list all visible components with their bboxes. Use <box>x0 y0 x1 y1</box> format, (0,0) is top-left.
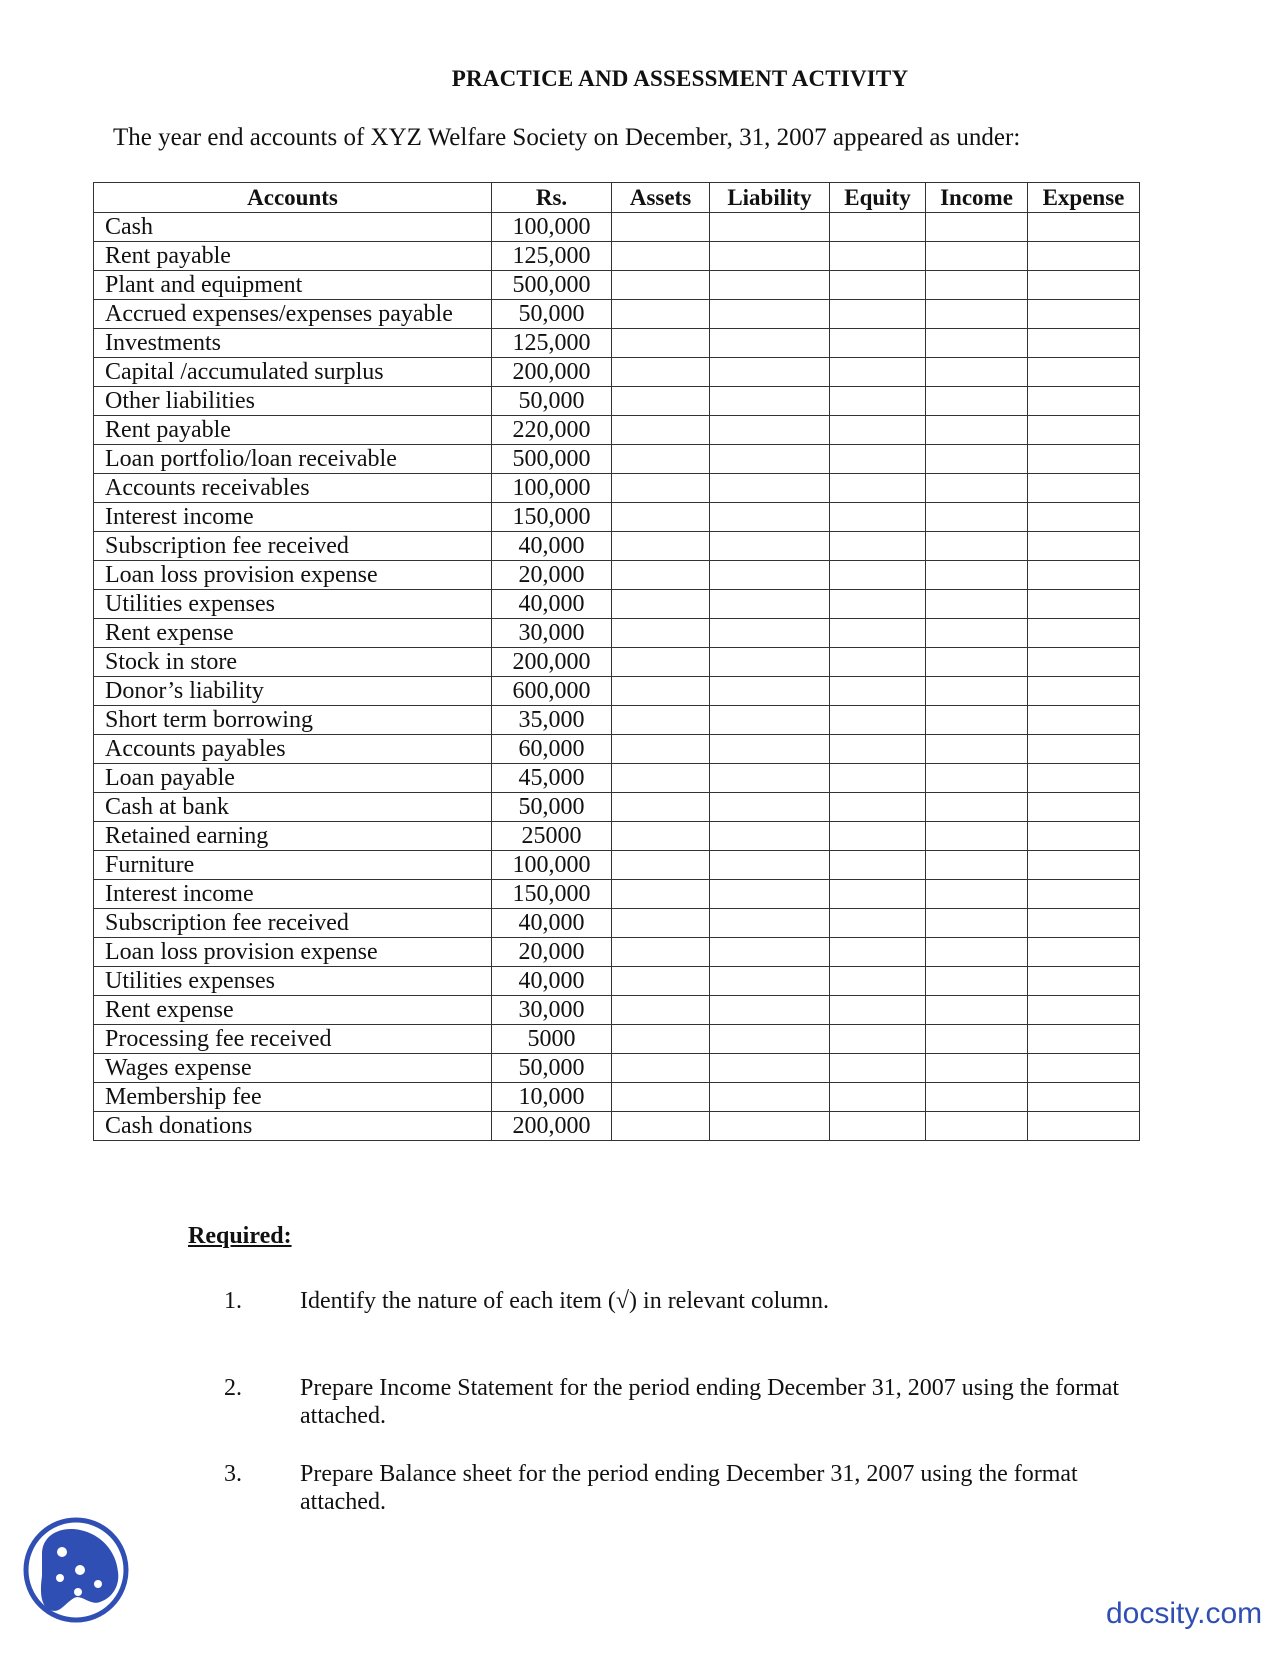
amount-cell: 220,000 <box>492 416 612 445</box>
expense-check-cell[interactable] <box>1028 1083 1140 1112</box>
table-row <box>94 764 1140 793</box>
income-check-cell[interactable] <box>926 358 1028 387</box>
liability-check-cell[interactable] <box>710 1083 830 1112</box>
income-check-cell[interactable] <box>926 706 1028 735</box>
liability-check-cell[interactable] <box>710 677 830 706</box>
amount-cell: 40,000 <box>492 909 612 938</box>
assets-check-cell[interactable] <box>612 996 710 1025</box>
amount-cell: 40,000 <box>492 967 612 996</box>
equity-check-cell[interactable] <box>830 445 926 474</box>
assets-check-cell[interactable] <box>612 1025 710 1054</box>
income-check-cell[interactable] <box>926 793 1028 822</box>
account-name-cell: Subscription fee received <box>94 532 492 561</box>
assets-check-cell[interactable] <box>612 648 710 677</box>
account-name-cell: Other liabilities <box>94 387 492 416</box>
liability-check-cell[interactable] <box>710 358 830 387</box>
page-title: PRACTICE AND ASSESSMENT ACTIVITY <box>451 66 909 91</box>
amount-cell: 30,000 <box>492 996 612 1025</box>
income-check-cell[interactable] <box>926 1112 1028 1141</box>
account-name-cell: Rent payable <box>94 416 492 445</box>
table-row <box>94 387 1140 416</box>
income-check-cell[interactable] <box>926 764 1028 793</box>
income-check-cell[interactable] <box>926 242 1028 271</box>
table-row <box>94 677 1140 706</box>
expense-check-cell[interactable] <box>1028 358 1140 387</box>
assets-check-cell[interactable] <box>612 619 710 648</box>
income-check-cell[interactable] <box>926 735 1028 764</box>
expense-check-cell[interactable] <box>1028 619 1140 648</box>
table-row <box>94 880 1140 909</box>
equity-check-cell[interactable] <box>830 619 926 648</box>
account-name-cell: Processing fee received <box>94 1025 492 1054</box>
expense-check-cell[interactable] <box>1028 242 1140 271</box>
amount-cell: 100,000 <box>492 213 612 242</box>
liability-check-cell[interactable] <box>710 938 830 967</box>
income-check-cell[interactable] <box>926 474 1028 503</box>
assets-check-cell[interactable] <box>612 590 710 619</box>
assets-check-cell[interactable] <box>612 1083 710 1112</box>
expense-check-cell[interactable] <box>1028 764 1140 793</box>
amount-cell: 50,000 <box>492 300 612 329</box>
income-check-cell[interactable] <box>926 1054 1028 1083</box>
account-name-cell: Stock in store <box>94 648 492 677</box>
header-income: Income <box>926 183 1028 213</box>
liability-check-cell[interactable] <box>710 503 830 532</box>
amount-cell: 500,000 <box>492 271 612 300</box>
account-name-cell: Rent payable <box>94 242 492 271</box>
expense-check-cell[interactable] <box>1028 532 1140 561</box>
liability-check-cell[interactable] <box>710 967 830 996</box>
liability-check-cell[interactable] <box>710 532 830 561</box>
account-name-cell: Interest income <box>94 503 492 532</box>
liability-check-cell[interactable] <box>710 1025 830 1054</box>
assets-check-cell[interactable] <box>612 387 710 416</box>
assets-check-cell[interactable] <box>612 445 710 474</box>
expense-check-cell[interactable] <box>1028 590 1140 619</box>
table-row <box>94 822 1140 851</box>
assets-check-cell[interactable] <box>612 561 710 590</box>
amount-cell: 40,000 <box>492 532 612 561</box>
equity-check-cell[interactable] <box>830 938 926 967</box>
income-check-cell[interactable] <box>926 1025 1028 1054</box>
table-row <box>94 416 1140 445</box>
equity-check-cell[interactable] <box>830 967 926 996</box>
table-row <box>94 561 1140 590</box>
amount-cell: 45,000 <box>492 764 612 793</box>
amount-cell: 500,000 <box>492 445 612 474</box>
income-check-cell[interactable] <box>926 387 1028 416</box>
table-body <box>94 213 1140 1141</box>
assets-check-cell[interactable] <box>612 271 710 300</box>
assets-check-cell[interactable] <box>612 300 710 329</box>
assets-check-cell[interactable] <box>612 358 710 387</box>
income-check-cell[interactable] <box>926 1083 1028 1112</box>
account-name-cell: Loan portfolio/loan receivable <box>94 445 492 474</box>
table-row <box>94 648 1140 677</box>
table-row <box>94 619 1140 648</box>
table-row <box>94 445 1140 474</box>
required-item-number: 1. <box>224 1288 242 1314</box>
liability-check-cell[interactable] <box>710 996 830 1025</box>
income-check-cell[interactable] <box>926 880 1028 909</box>
amount-cell: 200,000 <box>492 358 612 387</box>
expense-check-cell[interactable] <box>1028 416 1140 445</box>
equity-check-cell[interactable] <box>830 1054 926 1083</box>
amount-cell: 10,000 <box>492 1083 612 1112</box>
equity-check-cell[interactable] <box>830 1083 926 1112</box>
expense-check-cell[interactable] <box>1028 503 1140 532</box>
docsity-brand-link[interactable]: docsity.com <box>1106 1597 1263 1630</box>
equity-check-cell[interactable] <box>830 822 926 851</box>
income-check-cell[interactable] <box>926 445 1028 474</box>
liability-check-cell[interactable] <box>710 793 830 822</box>
account-name-cell: Furniture <box>94 851 492 880</box>
assets-check-cell[interactable] <box>612 880 710 909</box>
equity-check-cell[interactable] <box>830 300 926 329</box>
equity-check-cell[interactable] <box>830 242 926 271</box>
amount-cell: 20,000 <box>492 938 612 967</box>
expense-check-cell[interactable] <box>1028 1054 1140 1083</box>
amount-cell: 50,000 <box>492 793 612 822</box>
required-item-text: Prepare Balance sheet for the period ending December 31, 2007 using the format attached. <box>300 1461 1078 1515</box>
account-name-cell: Rent expense <box>94 619 492 648</box>
income-check-cell[interactable] <box>926 503 1028 532</box>
equity-check-cell[interactable] <box>830 677 926 706</box>
expense-check-cell[interactable] <box>1028 735 1140 764</box>
amount-cell: 25000 <box>492 822 612 851</box>
account-name-cell: Short term borrowing <box>94 706 492 735</box>
table-row <box>94 1083 1140 1112</box>
table-row <box>94 358 1140 387</box>
liability-check-cell[interactable] <box>710 445 830 474</box>
equity-check-cell[interactable] <box>830 1025 926 1054</box>
expense-check-cell[interactable] <box>1028 213 1140 242</box>
income-check-cell[interactable] <box>926 300 1028 329</box>
table-row <box>94 706 1140 735</box>
equity-check-cell[interactable] <box>830 474 926 503</box>
required-item-number: 3. <box>224 1461 242 1487</box>
account-name-cell: Loan loss provision expense <box>94 561 492 590</box>
table-row <box>94 503 1140 532</box>
assets-check-cell[interactable] <box>612 764 710 793</box>
expense-check-cell[interactable] <box>1028 822 1140 851</box>
table-row <box>94 735 1140 764</box>
table-row <box>94 1025 1140 1054</box>
amount-cell: 600,000 <box>492 677 612 706</box>
account-name-cell: Membership fee <box>94 1083 492 1112</box>
equity-check-cell[interactable] <box>830 358 926 387</box>
table-row <box>94 1054 1140 1083</box>
liability-check-cell[interactable] <box>710 764 830 793</box>
liability-check-cell[interactable] <box>710 851 830 880</box>
equity-check-cell[interactable] <box>830 764 926 793</box>
assets-check-cell[interactable] <box>612 329 710 358</box>
account-name-cell: Cash at bank <box>94 793 492 822</box>
expense-check-cell[interactable] <box>1028 909 1140 938</box>
intro-text: The year end accounts of XYZ Welfare Society on December, 31, 2007 appeared as under: <box>113 124 1021 151</box>
account-name-cell: Investments <box>94 329 492 358</box>
accounts-table <box>93 182 1140 1141</box>
income-check-cell[interactable] <box>926 967 1028 996</box>
equity-check-cell[interactable] <box>830 648 926 677</box>
liability-check-cell[interactable] <box>710 706 830 735</box>
liability-check-cell[interactable] <box>710 1054 830 1083</box>
expense-check-cell[interactable] <box>1028 474 1140 503</box>
expense-check-cell[interactable] <box>1028 706 1140 735</box>
assets-check-cell[interactable] <box>612 938 710 967</box>
equity-check-cell[interactable] <box>830 561 926 590</box>
account-name-cell: Cash <box>94 213 492 242</box>
assets-check-cell[interactable] <box>612 503 710 532</box>
table-row <box>94 271 1140 300</box>
equity-check-cell[interactable] <box>830 1112 926 1141</box>
account-name-cell: Rent expense <box>94 996 492 1025</box>
amount-cell: 125,000 <box>492 242 612 271</box>
equity-check-cell[interactable] <box>830 706 926 735</box>
equity-check-cell[interactable] <box>830 271 926 300</box>
table-row <box>94 474 1140 503</box>
liability-check-cell[interactable] <box>710 648 830 677</box>
account-name-cell: Retained earning <box>94 822 492 851</box>
assets-check-cell[interactable] <box>612 967 710 996</box>
table-row <box>94 1112 1140 1141</box>
liability-check-cell[interactable] <box>710 416 830 445</box>
header-assets: Assets <box>612 183 710 213</box>
liability-check-cell[interactable] <box>710 1112 830 1141</box>
expense-check-cell[interactable] <box>1028 677 1140 706</box>
equity-check-cell[interactable] <box>830 880 926 909</box>
liability-check-cell[interactable] <box>710 822 830 851</box>
equity-check-cell[interactable] <box>830 329 926 358</box>
liability-check-cell[interactable] <box>710 329 830 358</box>
liability-check-cell[interactable] <box>710 387 830 416</box>
income-check-cell[interactable] <box>926 329 1028 358</box>
amount-cell: 40,000 <box>492 590 612 619</box>
income-check-cell[interactable] <box>926 619 1028 648</box>
amount-cell: 5000 <box>492 1025 612 1054</box>
liability-check-cell[interactable] <box>710 561 830 590</box>
amount-cell: 30,000 <box>492 619 612 648</box>
assets-check-cell[interactable] <box>612 793 710 822</box>
amount-cell: 20,000 <box>492 561 612 590</box>
account-name-cell: Utilities expenses <box>94 590 492 619</box>
account-name-cell: Accounts receivables <box>94 474 492 503</box>
assets-check-cell[interactable] <box>612 242 710 271</box>
account-name-cell: Accrued expenses/expenses payable <box>94 300 492 329</box>
amount-cell: 150,000 <box>492 880 612 909</box>
table-row <box>94 909 1140 938</box>
amount-cell: 200,000 <box>492 648 612 677</box>
liability-check-cell[interactable] <box>710 300 830 329</box>
required-item-text: Identify the nature of each item (√) in relevant column. <box>300 1288 829 1314</box>
amount-cell: 35,000 <box>492 706 612 735</box>
income-check-cell[interactable] <box>926 909 1028 938</box>
table-header-row <box>94 183 1140 213</box>
expense-check-cell[interactable] <box>1028 880 1140 909</box>
income-check-cell[interactable] <box>926 416 1028 445</box>
table-row <box>94 590 1140 619</box>
assets-check-cell[interactable] <box>612 677 710 706</box>
liability-check-cell[interactable] <box>710 909 830 938</box>
expense-check-cell[interactable] <box>1028 300 1140 329</box>
equity-check-cell[interactable] <box>830 532 926 561</box>
account-name-cell: Capital /accumulated surplus <box>94 358 492 387</box>
income-check-cell[interactable] <box>926 532 1028 561</box>
income-check-cell[interactable] <box>926 996 1028 1025</box>
table-row <box>94 329 1140 358</box>
liability-check-cell[interactable] <box>710 619 830 648</box>
expense-check-cell[interactable] <box>1028 1112 1140 1141</box>
table-row <box>94 532 1140 561</box>
assets-check-cell[interactable] <box>612 822 710 851</box>
assets-check-cell[interactable] <box>612 213 710 242</box>
expense-check-cell[interactable] <box>1028 561 1140 590</box>
table-row <box>94 938 1140 967</box>
assets-check-cell[interactable] <box>612 416 710 445</box>
equity-check-cell[interactable] <box>830 503 926 532</box>
amount-cell: 50,000 <box>492 1054 612 1083</box>
amount-cell: 125,000 <box>492 329 612 358</box>
equity-check-cell[interactable] <box>830 793 926 822</box>
amount-cell: 150,000 <box>492 503 612 532</box>
amount-cell: 200,000 <box>492 1112 612 1141</box>
required-item-text: Prepare Income Statement for the period ending December 31, 2007 using the format attached. <box>300 1375 1120 1429</box>
income-check-cell[interactable] <box>926 561 1028 590</box>
expense-check-cell[interactable] <box>1028 793 1140 822</box>
assets-check-cell[interactable] <box>612 474 710 503</box>
account-name-cell: Loan loss provision expense <box>94 938 492 967</box>
account-name-cell: Interest income <box>94 880 492 909</box>
header-accounts: Accounts <box>94 183 492 213</box>
header-equity: Equity <box>830 183 926 213</box>
income-check-cell[interactable] <box>926 271 1028 300</box>
account-name-cell: Utilities expenses <box>94 967 492 996</box>
assets-check-cell[interactable] <box>612 735 710 764</box>
expense-check-cell[interactable] <box>1028 387 1140 416</box>
header-expense: Expense <box>1028 183 1140 213</box>
assets-check-cell[interactable] <box>612 532 710 561</box>
liability-check-cell[interactable] <box>710 474 830 503</box>
account-name-cell: Wages expense <box>94 1054 492 1083</box>
equity-check-cell[interactable] <box>830 735 926 764</box>
account-name-cell: Accounts payables <box>94 735 492 764</box>
equity-check-cell[interactable] <box>830 416 926 445</box>
income-check-cell[interactable] <box>926 822 1028 851</box>
equity-check-cell[interactable] <box>830 909 926 938</box>
expense-check-cell[interactable] <box>1028 851 1140 880</box>
expense-check-cell[interactable] <box>1028 271 1140 300</box>
header-amount: Rs. <box>492 183 612 213</box>
liability-check-cell[interactable] <box>710 242 830 271</box>
account-name-cell: Subscription fee received <box>94 909 492 938</box>
required-heading: Required: <box>188 1223 292 1249</box>
expense-check-cell[interactable] <box>1028 967 1140 996</box>
income-check-cell[interactable] <box>926 648 1028 677</box>
liability-check-cell[interactable] <box>710 735 830 764</box>
income-check-cell[interactable] <box>926 590 1028 619</box>
equity-check-cell[interactable] <box>830 387 926 416</box>
required-item-number: 2. <box>224 1375 242 1401</box>
income-check-cell[interactable] <box>926 938 1028 967</box>
equity-check-cell[interactable] <box>830 590 926 619</box>
amount-cell: 50,000 <box>492 387 612 416</box>
assets-check-cell[interactable] <box>612 909 710 938</box>
account-name-cell: Loan payable <box>94 764 492 793</box>
equity-check-cell[interactable] <box>830 851 926 880</box>
table-row <box>94 300 1140 329</box>
expense-check-cell[interactable] <box>1028 648 1140 677</box>
table-row <box>94 793 1140 822</box>
liability-check-cell[interactable] <box>710 590 830 619</box>
assets-check-cell[interactable] <box>612 1054 710 1083</box>
docsity-logo-icon[interactable] <box>20 1514 132 1626</box>
amount-cell: 60,000 <box>492 735 612 764</box>
liability-check-cell[interactable] <box>710 271 830 300</box>
account-name-cell: Cash donations <box>94 1112 492 1141</box>
table-row <box>94 242 1140 271</box>
expense-check-cell[interactable] <box>1028 1025 1140 1054</box>
equity-check-cell[interactable] <box>830 213 926 242</box>
table-row <box>94 967 1140 996</box>
header-liability: Liability <box>710 183 830 213</box>
assets-check-cell[interactable] <box>612 1112 710 1141</box>
liability-check-cell[interactable] <box>710 213 830 242</box>
assets-check-cell[interactable] <box>612 706 710 735</box>
table-row <box>94 851 1140 880</box>
income-check-cell[interactable] <box>926 677 1028 706</box>
table-row <box>94 996 1140 1025</box>
expense-check-cell[interactable] <box>1028 938 1140 967</box>
equity-check-cell[interactable] <box>830 996 926 1025</box>
amount-cell: 100,000 <box>492 474 612 503</box>
expense-check-cell[interactable] <box>1028 329 1140 358</box>
expense-check-cell[interactable] <box>1028 445 1140 474</box>
liability-check-cell[interactable] <box>710 880 830 909</box>
assets-check-cell[interactable] <box>612 851 710 880</box>
account-name-cell: Plant and equipment <box>94 271 492 300</box>
expense-check-cell[interactable] <box>1028 996 1140 1025</box>
income-check-cell[interactable] <box>926 851 1028 880</box>
income-check-cell[interactable] <box>926 213 1028 242</box>
table-row <box>94 213 1140 242</box>
account-name-cell: Donor’s liability <box>94 677 492 706</box>
amount-cell: 100,000 <box>492 851 612 880</box>
